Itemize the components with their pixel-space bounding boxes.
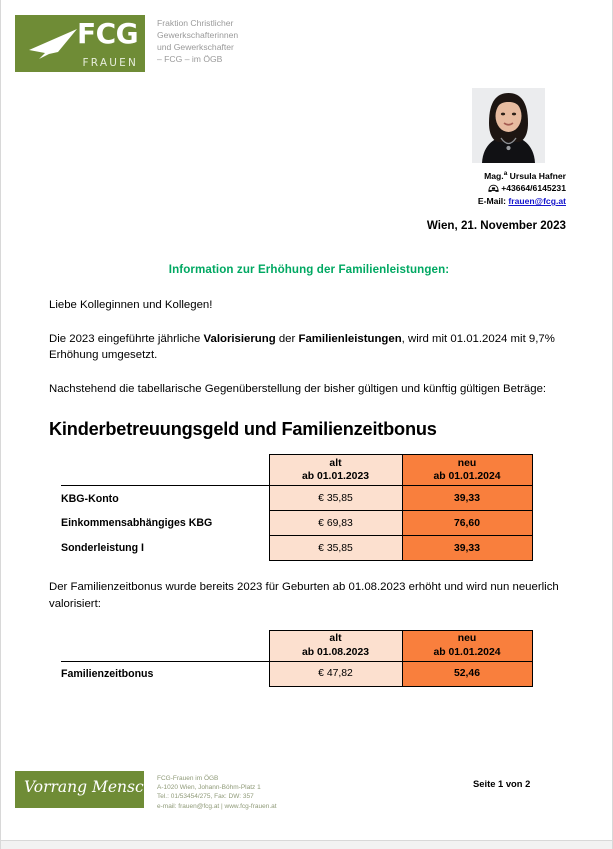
row-label: KBG-Konto: [61, 486, 269, 511]
row-label: Sonderleistung I: [61, 536, 269, 561]
salutation: Liebe Kolleginnen und Kollegen!: [49, 299, 213, 311]
document-header: [1, 0, 613, 78]
footer-address-line-3: Tel.: 01/53454/275, Fax: DW: 357: [157, 793, 254, 801]
phone-number: +43664/6145231: [501, 183, 566, 194]
date-line: Wien, 21. November 2023: [426, 219, 566, 232]
row-value-new: 39,33: [402, 536, 532, 561]
row-value-new: 76,60: [402, 511, 532, 536]
table-header-row: [61, 455, 532, 486]
flag-arrow-icon: [25, 28, 79, 60]
viewer-bottom-strip: [1, 840, 613, 849]
paragraph-valorisierung: Die 2023 eingeführte jährliche Valorisierung der Familienleistungen, wird mit 01.01.2024 mit 9,7% Erhöhung umgesetzt.: [49, 332, 555, 362]
tagline-line-1: Fraktion Christlicher: [157, 18, 234, 28]
email-label: E-Mail:: [477, 196, 507, 207]
row-value-new: 52,46: [402, 661, 532, 686]
table1-header-blank: [61, 455, 269, 486]
row-label: Familienzeitbonus: [61, 661, 269, 686]
tagline-line-2: Gewerkschafterinnen: [157, 30, 239, 41]
author-name-superscript: a: [503, 170, 508, 177]
email-link[interactable]: frauen@fcg.at: [508, 196, 566, 207]
row-label: Einkommensabhängiges KBG: [61, 511, 269, 536]
table-row: [61, 486, 532, 511]
table-row: [61, 511, 532, 536]
fcg-logo-subtext: FRAUEN: [82, 57, 138, 69]
row-value-old: € 35,85: [269, 486, 402, 511]
tagline-line-4: – FCG – im ÖGB: [157, 54, 223, 65]
email-row: [381, 195, 566, 208]
footer-address-line-2: A-1020 Wien, Johann-Böhm-Platz 1: [157, 784, 261, 792]
page-indicator: Seite 1 von 2: [473, 778, 531, 789]
footer-address-line-4: e-mail: frauen@fcg.at | www.fcg-frauen.at: [157, 802, 277, 810]
page-title: Information zur Erhöhung der Familienleistungen:: [168, 263, 450, 276]
table2-header-blank: [61, 630, 269, 661]
comparison-table-familienzeitbonus: [61, 630, 533, 687]
contact-block: [381, 168, 566, 208]
author-portrait: [472, 88, 545, 163]
table-row: [61, 661, 532, 686]
row-value-old: € 35,85: [269, 536, 402, 561]
row-value-old: € 69,83: [269, 511, 402, 536]
table1-header-new: neu ab 01.01.2024: [402, 455, 532, 486]
footer-address: [157, 774, 277, 811]
paragraph-familienzeitbonus: Der Familienzeitbonus wurde bereits 2023 für Geburten ab 01.08.2023 erhöht und wird nun neuerlich valorisiert:: [49, 581, 559, 610]
table2-header-old: alt ab 01.08.2023: [269, 630, 402, 661]
table1-header-old: alt ab 01.01.2023: [269, 455, 402, 486]
telephone-icon: [488, 184, 499, 192]
vorrang-mensch-logo: [15, 771, 160, 808]
fcg-logo-text: FCG: [77, 17, 139, 50]
document-footer: [1, 769, 613, 815]
comparison-table-kbg: [61, 454, 533, 561]
phone-row: [381, 182, 566, 195]
author-name: Mag.$^a$ Ursula Hafner: [484, 170, 566, 181]
vorrang-mensch-logo-text: Vorrang Mensch!: [24, 778, 160, 796]
row-value-new: 39,33: [402, 486, 532, 511]
fcg-logo: [15, 15, 145, 72]
paragraph-intro-tables: Nachstehend die tabellarische Gegenüberstellung der bisher gültigen und künftig gültigen Beträge:: [49, 382, 547, 395]
tagline-line-3: und Gewerkschafter: [157, 42, 234, 53]
portrait-photo: [472, 88, 545, 163]
footer-address-line-1: FCG-Frauen im ÖGB: [157, 775, 219, 782]
row-value-old: € 47,82: [269, 661, 402, 686]
organization-tagline: [157, 17, 238, 65]
table-row: [61, 536, 532, 561]
table2-header-new: neu ab 01.01.2024: [402, 630, 532, 661]
document-body: [49, 263, 569, 687]
table-header-row: [61, 630, 532, 661]
section-title: Kinderbetreuungsgeld und Familienzeitbonus: [49, 419, 437, 440]
